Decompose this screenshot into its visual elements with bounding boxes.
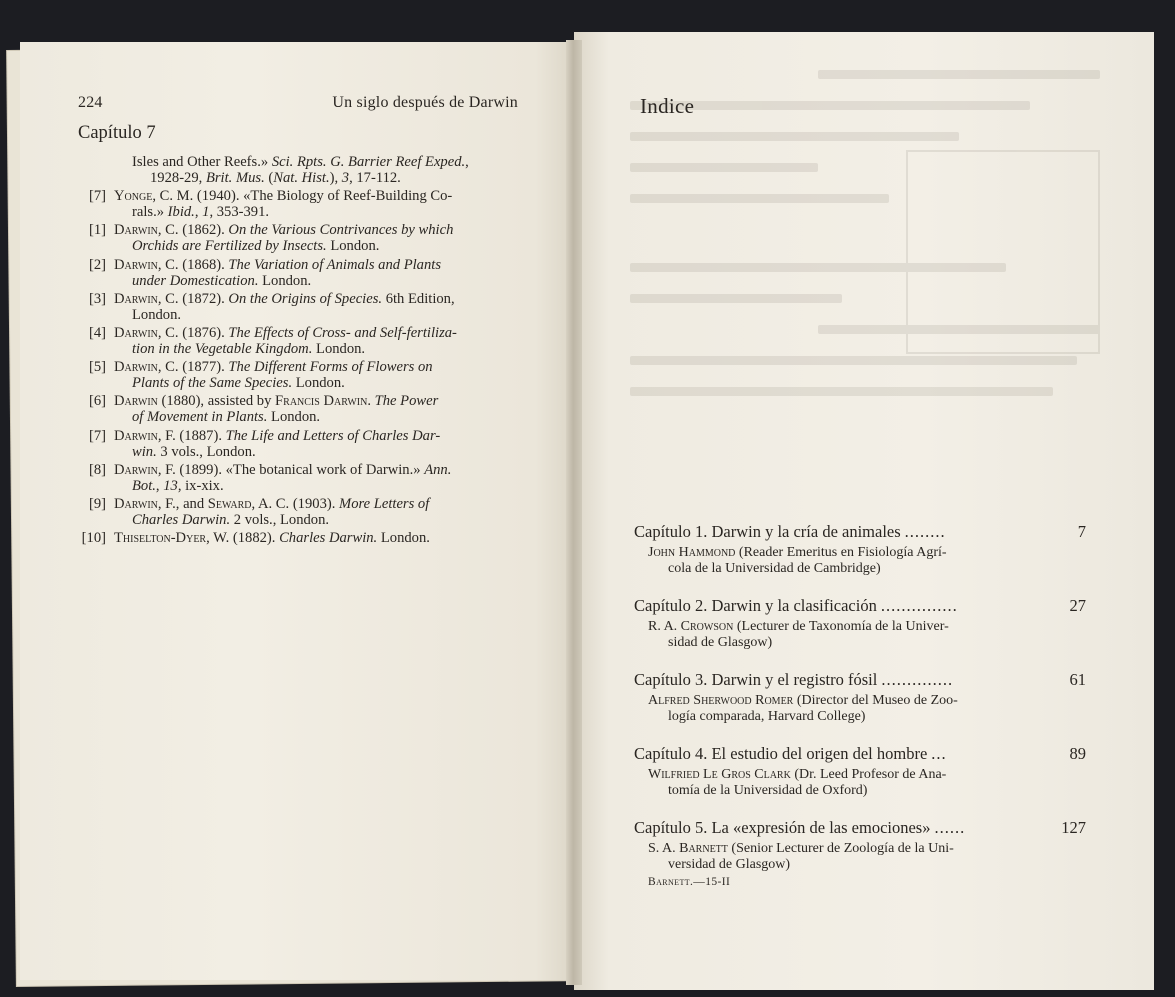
running-head bbox=[78, 94, 518, 112]
reference-item: [5] Darwin, C. (1877). The Different Forms of Flowers on Plants of the Same Species. London. bbox=[88, 359, 433, 392]
printer-signature: Barnett.—15-II bbox=[648, 876, 731, 888]
left-page-content bbox=[78, 94, 518, 548]
toc-entry bbox=[634, 670, 1086, 725]
toc-page-number: 61 bbox=[1069, 670, 1086, 689]
toc-chapter-title: Capítulo 4. El estudio del origen del hombre bbox=[634, 744, 928, 763]
toc-chapter-title: Capítulo 1. Darwin y la cría de animales bbox=[634, 522, 901, 541]
toc-leader-dots: ........ bbox=[904, 522, 946, 541]
toc-leader-dots: ... bbox=[931, 744, 947, 763]
reference-item: [3] Darwin, C. (1872). On the Origins of Species. 6th Edition, London. bbox=[88, 290, 455, 323]
reference-item: [4] Darwin, C. (1876). The Effects of Cross- and Self-fertiliza- tion in the Vegetable Kingdom. London. bbox=[88, 324, 457, 358]
toc-author: John Hammond (Reader Emeritus en Fisiología Agrí- cola de la Universidad de Cambridge) bbox=[648, 545, 947, 576]
index-title: Indice bbox=[640, 94, 695, 118]
toc-entry bbox=[634, 744, 1086, 799]
toc-leader-dots: ...... bbox=[934, 818, 966, 837]
table-of-contents bbox=[634, 522, 1086, 892]
toc-page-number: 89 bbox=[1069, 744, 1086, 763]
toc-chapter-title: Capítulo 2. Darwin y la clasificación bbox=[634, 596, 877, 615]
toc-author: Alfred Sherwood Romer (Director del Museo de Zoo- logía comparada, Harvard College) bbox=[648, 693, 958, 724]
toc-page-number: 127 bbox=[1061, 818, 1086, 837]
reference-item: [2] Darwin, C. (1868). The Variation of Animals and Plants under Domestication. London. bbox=[88, 256, 441, 289]
toc-chapter-title: Capítulo 5. La «expresión de las emociones» bbox=[634, 818, 931, 837]
reference-list bbox=[78, 154, 518, 546]
reference-item: [1] Darwin, C. (1862). On the Various Contrivances by which Orchids are Fertilized by Insects. London. bbox=[88, 222, 454, 255]
reference-item: [6] Darwin (1880), assisted by Francis Darwin. The Power of Movement in Plants. London. bbox=[88, 393, 439, 426]
reference-item: [8] Darwin, F. (1899). «The botanical work of Darwin.» Ann. Bot., 13, ix-xix. bbox=[88, 461, 452, 494]
chapter-heading: Capítulo 7 bbox=[78, 123, 156, 143]
toc-chapter-title: Capítulo 3. Darwin y el registro fósil bbox=[634, 670, 878, 689]
toc-entry bbox=[634, 522, 1086, 577]
running-title: Un siglo después de Darwin bbox=[332, 94, 518, 111]
toc-author: R. A. Crowson (Lecturer de Taxonomía de la Univer- sidad de Glasgow) bbox=[648, 619, 949, 650]
reference-item: [9] Darwin, F., and Seward, A. C. (1903). More Letters of Charles Darwin. 2 vols., London. bbox=[88, 495, 430, 528]
toc-page-number: 7 bbox=[1077, 522, 1086, 541]
toc-leader-dots: .............. bbox=[881, 670, 954, 689]
toc-author: S. A. Barnett (Senior Lecturer de Zoología de la Uni- versidad de Glasgow) bbox=[648, 841, 954, 872]
reference-item: Isles and Other Reefs.» Sci. Rpts. G. Barrier Reef Exped., 1928-29, Brit. Mus. (Nat. Hist.), 3, 17-112. bbox=[132, 154, 469, 187]
toc-entry bbox=[634, 596, 1086, 651]
toc-entry bbox=[634, 818, 1086, 873]
reference-item: [10] Thiselton-Dyer, W. (1882). Charles Darwin. London. bbox=[81, 530, 430, 547]
toc-page-number: 27 bbox=[1069, 596, 1086, 615]
toc-author: Wilfried Le Gros Clark (Dr. Leed Profesor de Ana- tomía de la Universidad de Oxford) bbox=[648, 767, 947, 798]
reference-item: [7] Darwin, F. (1887). The Life and Letters of Charles Dar- win. 3 vols., London. bbox=[88, 427, 441, 460]
right-page-content bbox=[640, 94, 1086, 119]
reference-item: [7] Yonge, C. M. (1940). «The Biology of Reef-Building Co- rals.» Ibid., 1, 353-391. bbox=[88, 188, 453, 221]
page-number: 224 bbox=[78, 94, 103, 111]
toc-leader-dots: ............... bbox=[880, 596, 958, 615]
book-gutter bbox=[566, 40, 582, 985]
